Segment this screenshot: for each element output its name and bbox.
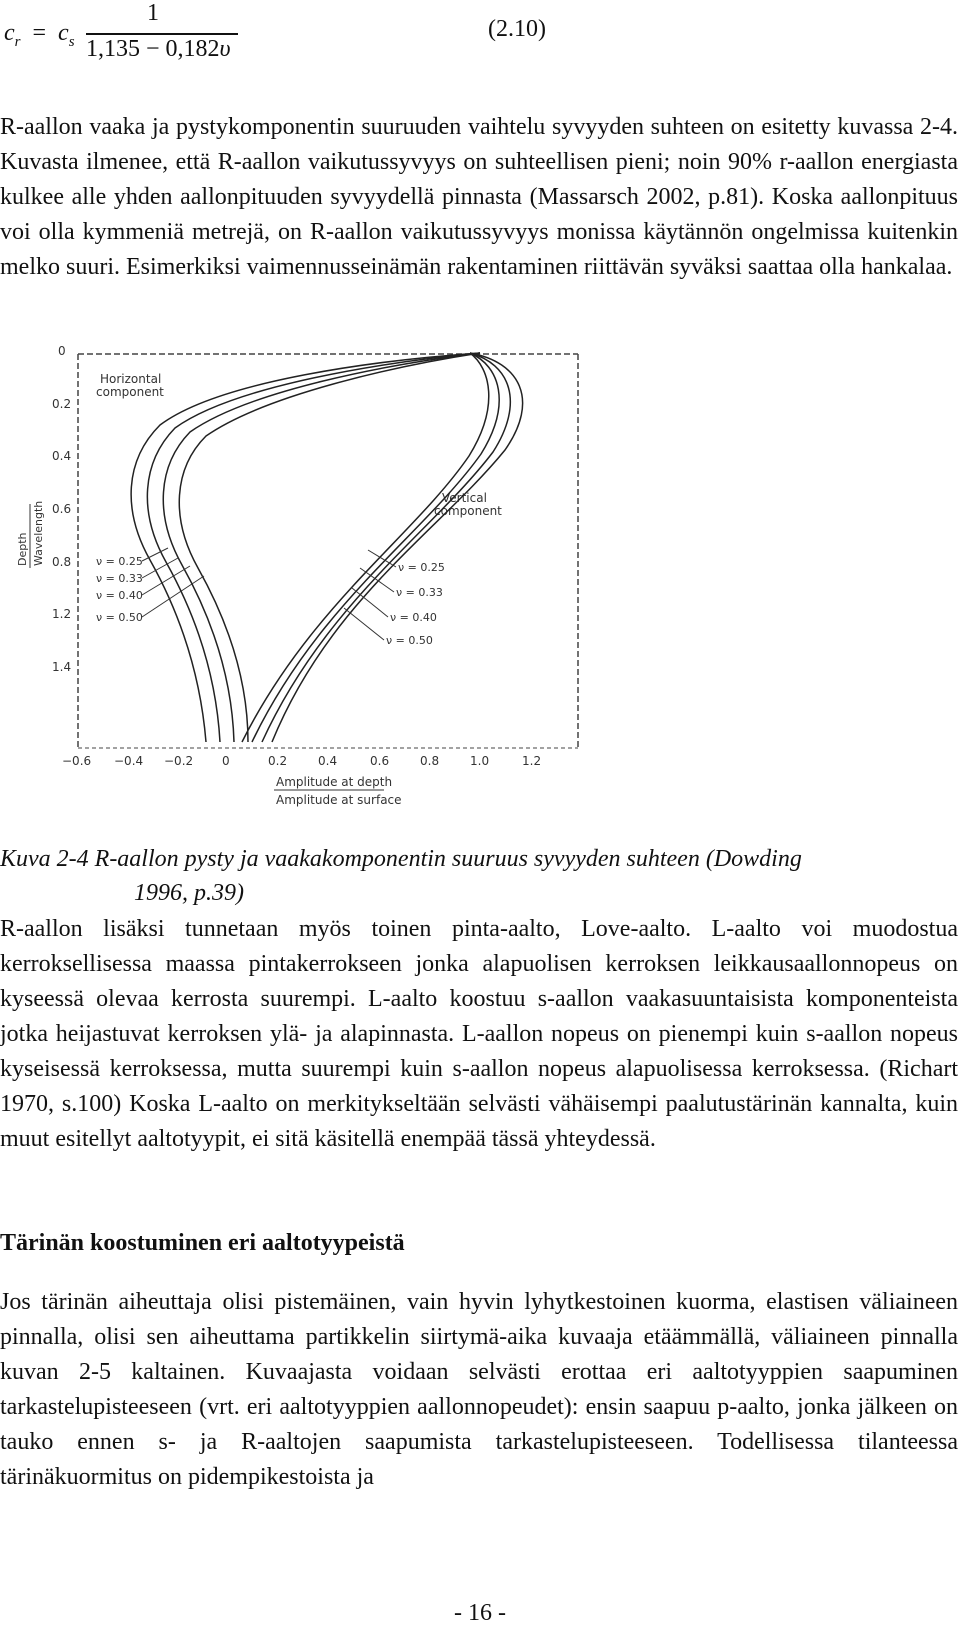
x-tick-0: 0 (222, 754, 230, 768)
nu-right-label-0-50: ν = 0.50 (386, 634, 433, 647)
x-tick-1-2: 1.2 (522, 754, 542, 768)
equation-2-10 (4, 0, 604, 72)
y-tick-0-6: 0.6 (52, 502, 72, 516)
vertical-curve-nu-0-40 (252, 353, 499, 742)
x-tick-0-4: 0.4 (318, 754, 338, 768)
horizontal-curve-nu-0-40 (163, 353, 480, 742)
paragraph-love-wave: R-aallon lisäksi tunnetaan myös toinen pinta-aalto, Love-aalto. L-aalto voi muodostua kerroksellisessa maassa pintakerrokseen jonka alapuolisen kerroksen leikkausaallonnopeus on kyseessä olevaa kerrosta suurempi. L-aalto koostuu s-aallon vaakasuuntaisista komponenteista jotka heijastuvat kerroksen ylä- ja alapinnasta. L-aallon nopeus on pienempi kuin s-aallon nopeus kyseisessä kerroksessa, mutta suurempi kuin s-aallon nopeus alapuolisessa kerroksessa. (Richart 1970, s.100) Koska L-aalto on merkitykseltään selvästi vähäisempi paalutustärinän kannalta, kuin muut esitellyt aaltotyypit, ei sitä käsitellä enempää tässä yhteydessä. (0, 916, 958, 1152)
figure-r-wave-components (0, 340, 600, 810)
nu-right-label-0-33: ν = 0.33 (396, 586, 443, 599)
x-tick-0-2: 0.2 (268, 754, 288, 768)
vertical-component-label-2: component (434, 504, 502, 518)
equation-number: (2.10) (488, 16, 546, 42)
y-tick-1-4: 1.4 (52, 660, 72, 674)
figure-plot (0, 340, 600, 810)
y-axis-label-numerator: Depth (16, 532, 29, 566)
x-tick-0-8: 0.8 (420, 754, 440, 768)
equation-denominator: 1,135 − 0,182υ (86, 36, 231, 62)
nu-right-label-0-25: ν = 0.25 (398, 561, 445, 574)
nu-left-leader-0-50 (142, 576, 204, 617)
nu-right-label-0-40: ν = 0.40 (390, 611, 437, 624)
caption-line-1: Kuva 2-4 R-aallon pysty ja vaakakomponentin suuruus syvyyden suhteen (Dowding (0, 846, 802, 872)
y-tick-0-2: 0.2 (52, 397, 72, 411)
vertical-component-label-1: Vertical (442, 491, 487, 505)
horizontal-curve-nu-0-25 (131, 353, 480, 742)
figure-caption (0, 842, 958, 910)
y-tick-1-2: 1.2 (52, 607, 72, 621)
y-tick-0: 0 (58, 344, 66, 358)
y-tick-0-8: 0.8 (52, 555, 72, 569)
nu-right-leader-0-40 (352, 588, 388, 617)
horizontal-component-label-1: Horizontal (100, 372, 162, 386)
vertical-curve-nu-0-50 (242, 353, 489, 742)
y-axis-label-denominator: Wavelength (32, 500, 45, 566)
equation-numerator: 1 (147, 0, 159, 26)
nu-right-leader-0-50 (344, 608, 384, 640)
x-tick-m0-4: −0.4 (114, 754, 144, 768)
page-number: - 16 - (454, 1600, 506, 1626)
vertical-curve-nu-0-33 (262, 353, 510, 742)
nu-left-label-0-33: ν = 0.33 (96, 572, 143, 585)
x-tick-m0-2: −0.2 (164, 754, 194, 768)
x-axis-label-denominator: Amplitude at surface (276, 793, 402, 807)
x-axis-label-numerator: Amplitude at depth (276, 775, 393, 789)
x-tick-0-6: 0.6 (370, 754, 390, 768)
nu-left-label-0-40: ν = 0.40 (96, 589, 143, 602)
horizontal-curve-nu-0-50 (179, 353, 480, 742)
paragraph-r-wave-depth: R-aallon vaaka ja pystykomponentin suuruuden vaihtelu syvyyden suhteen on esitetty kuvassa 2-4. Kuvasta ilmenee, että R-aallon vaikutussyvyys on suhteellisen pieni; noin 90% r-aallon energiasta kulkee alle yhden aallonpituuden syvyydellä pinnasta (Massarsch 2002, p.81). Koska aallonpituus voi olla kymmeniä metrejä, on R-aallon vaikutussyvyys monissa käytännön ongelmissa kuitenkin melko suuri. Esimerkiksi vaimennusseinämän rakentaminen riittävän syväksi saattaa olla hankalaa. (0, 114, 958, 280)
horizontal-component-label-2: component (96, 385, 164, 399)
fraction-bar (86, 33, 238, 35)
caption-line-2: 1996, p.39) (134, 880, 244, 906)
x-tick-1-0: 1.0 (470, 754, 490, 768)
section-heading: Tärinän koostuminen eri aaltotyypeistä (0, 1230, 405, 1256)
paragraph-wave-composition: Jos tärinän aiheuttaja olisi pistemäinen, vain hyvin lyhytkestoinen kuorma, elastisen väliaineen pinnalla, olisi sen aiheuttama partikkelin siirtymä-aika kuvaaja etäämmällä, väliaineen pinnalla kuvan 2-5 kaltainen. Kuvaajasta voidaan selvästi erottaa eri aaltotyyppien saapuminen tarkastelupisteeseen (vrt. eri aaltotyyppien aallonnopeudet): ensin saapuu p-aalto, jonka jälkeen on tauko ennen s- ja R-aaltojen saapumista tarkastelupisteeseen. Todellisessa tilanteessa tärinäkuormitus on pidempikestoista ja (0, 1289, 958, 1490)
nu-left-label-0-50: ν = 0.50 (96, 611, 143, 624)
y-tick-0-4: 0.4 (52, 449, 72, 463)
equation-lhs: $c_r = c_s$ (4, 20, 75, 50)
y-axis-label (16, 501, 45, 568)
nu-left-label-0-25: ν = 0.25 (96, 555, 143, 568)
x-tick-m0-6: −0.6 (62, 754, 92, 768)
